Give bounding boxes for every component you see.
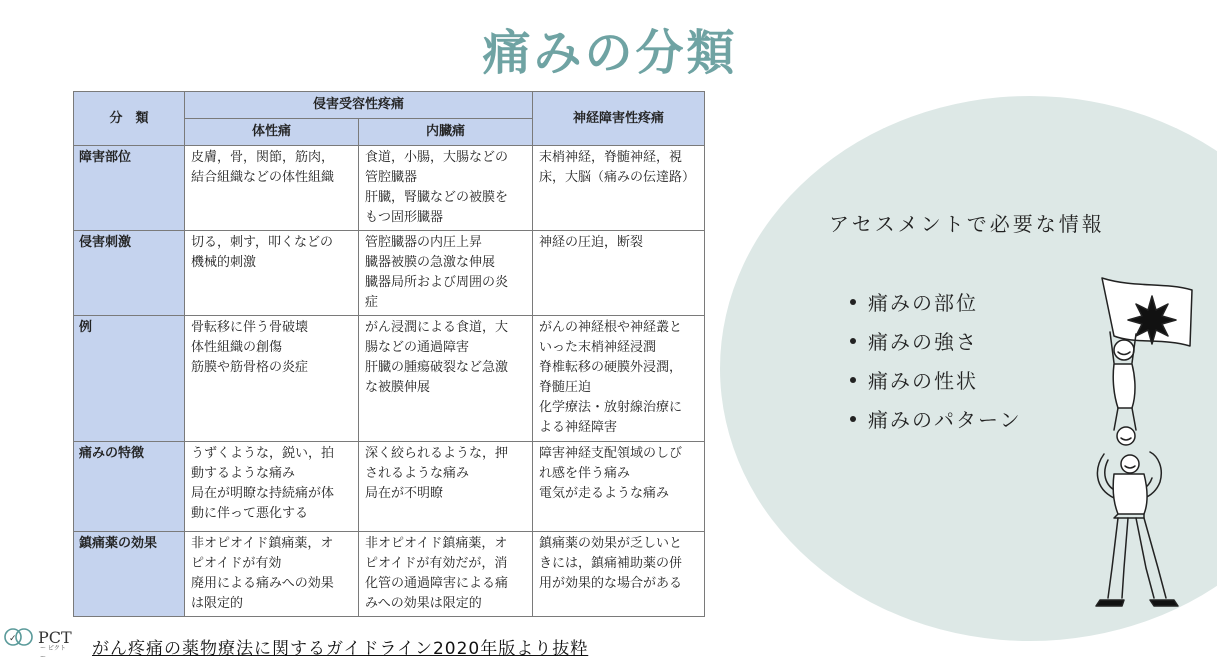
list-item-label: 痛みの強さ bbox=[868, 330, 978, 354]
table-row bbox=[74, 442, 705, 532]
cell-somatic: 非オピオイド鎮痛薬，オ ピオイドが有効 廃用による痛みへの効果 は限定的 bbox=[185, 532, 359, 617]
list-item bbox=[850, 321, 1022, 360]
pain-classification-table bbox=[73, 91, 705, 617]
header-somatic: 体性痛 bbox=[185, 119, 359, 146]
cell-neuropathic: 末梢神経，脊髄神経，視 床，大脳（痛みの伝達路） bbox=[533, 146, 705, 231]
table-row bbox=[74, 316, 705, 442]
table-row bbox=[74, 146, 705, 231]
row-label: 例 bbox=[74, 316, 185, 442]
cell-neuropathic: 神経の圧迫，断裂 bbox=[533, 231, 705, 316]
table-row bbox=[74, 231, 705, 316]
cell-somatic: 切る，刺す，叩くなどの 機械的刺激 bbox=[185, 231, 359, 316]
cell-visceral: 管腔臓器の内圧上昇 臓器被膜の急激な伸展 臓器局所および周囲の炎 症 bbox=[359, 231, 533, 316]
page-title: 痛みの分類 bbox=[482, 25, 738, 81]
row-label: 侵害刺激 bbox=[74, 231, 185, 316]
cell-neuropathic: 鎮痛薬の効果が乏しいと きには，鎮痛補助薬の併 用が効果的な場合がある bbox=[533, 532, 705, 617]
people-flag-illustration bbox=[1074, 268, 1199, 613]
header-visceral: 内臓痛 bbox=[359, 119, 533, 146]
bullet-icon bbox=[850, 299, 856, 305]
logo-text: PCT bbox=[38, 627, 72, 647]
header-corner: 分 類 bbox=[74, 92, 185, 146]
logo-mark-icon bbox=[2, 624, 36, 650]
row-label: 鎮痛薬の効果 bbox=[74, 532, 185, 617]
cell-neuropathic: がんの神経根や神経叢と いった末梢神経浸潤 脊椎転移の硬膜外浸潤， 脊髄圧迫 化学療法・放射線治療に よる神経障害 bbox=[533, 316, 705, 442]
list-item-label: 痛みのパターン bbox=[868, 408, 1022, 432]
cell-visceral: 食道，小腸，大腸などの 管腔臓器 肝臓，腎臓などの被膜を もつ固形臓器 bbox=[359, 146, 533, 231]
header-neuropathic: 神経障害性疼痛 bbox=[533, 92, 705, 146]
cell-somatic: 骨転移に伴う骨破壊 体性組織の創傷 筋膜や筋骨格の炎症 bbox=[185, 316, 359, 442]
row-label: 痛みの特徴 bbox=[74, 442, 185, 532]
cell-visceral: 深く絞られるような，押 されるような痛み 局在が不明瞭 bbox=[359, 442, 533, 532]
list-item bbox=[850, 360, 1022, 399]
cell-somatic: うずくような，鋭い，拍 動するような痛み 局在が明瞭な持続痛が体 動に伴って悪化する bbox=[185, 442, 359, 532]
header-nociceptive: 侵害受容性疼痛 bbox=[185, 92, 533, 119]
source-caption: がん疼痛の薬物療法に関するガイドライン2020年版より抜粋 bbox=[92, 639, 589, 659]
pct-logo bbox=[2, 624, 72, 661]
table-row bbox=[74, 532, 705, 617]
bullet-icon bbox=[850, 416, 856, 422]
svg-text:✓: ✓ bbox=[9, 634, 17, 644]
assessment-heading: アセスメントで必要な情報 bbox=[829, 212, 1105, 236]
bullet-icon bbox=[850, 377, 856, 383]
list-item bbox=[850, 282, 1022, 321]
cell-visceral: 非オピオイド鎮痛薬，オ ピオイドが有効だが，消 化管の通過障害による痛 みへの効果は限定的 bbox=[359, 532, 533, 617]
table-header-row bbox=[74, 92, 705, 119]
list-item bbox=[850, 399, 1022, 438]
bullet-icon bbox=[850, 338, 856, 344]
assessment-list bbox=[850, 282, 1022, 438]
row-label: 障害部位 bbox=[74, 146, 185, 231]
cell-neuropathic: 障害神経支配領域のしび れ感を伴う痛み 電気が走るような痛み bbox=[533, 442, 705, 532]
list-item-label: 痛みの部位 bbox=[868, 291, 978, 315]
cell-visceral: がん浸潤による食道，大 腸などの通過障害 肝臓の腫瘍破裂など急激 な被膜伸展 bbox=[359, 316, 533, 442]
list-item-label: 痛みの性状 bbox=[868, 369, 978, 393]
cell-somatic: 皮膚，骨，関節，筋肉， 結合組織などの体性組織 bbox=[185, 146, 359, 231]
logo-subtext: ー ピクト ー bbox=[40, 645, 66, 661]
